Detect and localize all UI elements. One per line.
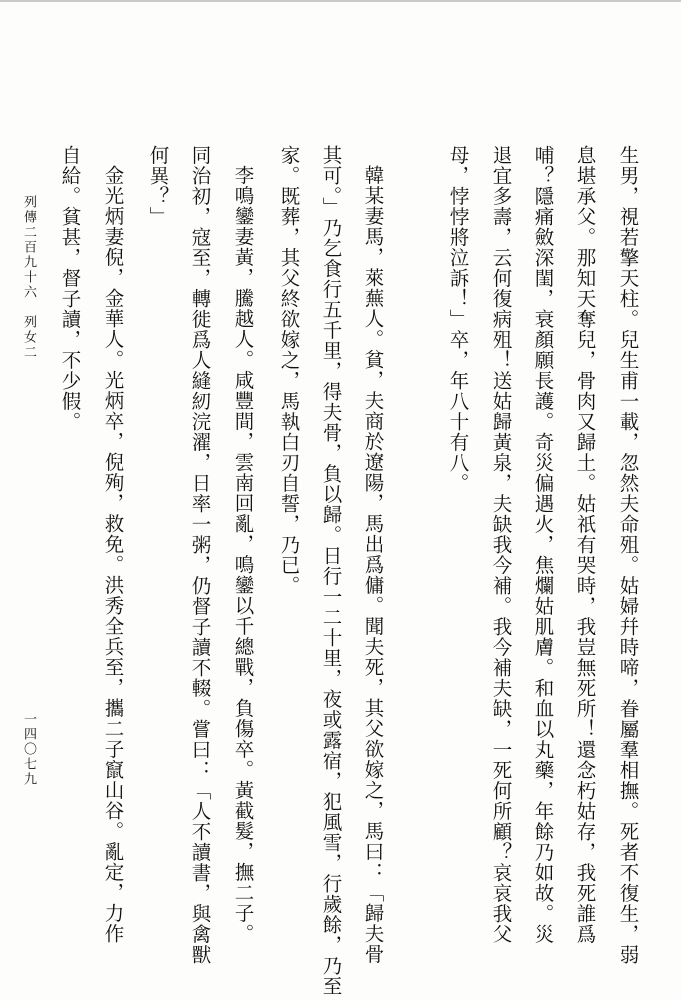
text-column-11: 何異？」 [146,145,170,227]
text-column-7: 其可。」乃乞食行五千里，得夫骨，負以歸。日行一二十里，夜或露宿，犯風雪，行歲餘，乃至 [319,145,343,997]
text-column-6: 韓某妻馬，萊蕪人。貧，夫商於遼陽，馬出爲傭。聞夫死，其父欲嫁之，馬曰：「歸夫骨 [361,165,385,965]
text-column-13: 自給。貧甚，督子讀，不少假。 [58,145,82,432]
text-column-12: 金光炳妻倪，金華人。光炳卒，倪殉，救免。洪秀全兵至，攜二子竄山谷。亂定，力作 [101,165,125,944]
text-column-5: 母，悖悖將泣訴！」卒，年八十有八。 [446,145,470,494]
text-column-9: 李鳴鑾妻黃，騰越人。咸豐間，雲南回亂，鳴鑾以千總戰，負傷卒。黃截髮，撫二子。 [231,165,255,944]
text-column-10: 同治初，寇至，轉徙爲人縫紉浣濯，日率一粥，仍督子讀不輟。嘗曰：「人不讀書，與禽獸 [188,145,212,965]
text-column-2: 息堪承父。那知天奪兒，骨肉又歸土。姑祇有哭時，我豈無死所！還念朽姑存，我死誰爲 [573,145,597,945]
top-edge [0,0,681,2]
text-column-4: 退宜多壽，云何復病殂！送姑歸黃泉，夫缺我今補。我今補夫缺，一死何所顧？哀哀我父 [489,145,513,945]
text-column-3: 哺？隱痛斂深閨，衰顏願長護。奇災偏遇火，焦爛姑肌膚。和血以丸藥，年餘乃如故。災 [531,145,555,945]
page-number: 一四〇七九 [21,712,36,787]
text-column-8: 家。既葬，其父終欲嫁之，馬執白刃自誓，乃已。 [277,145,301,596]
text-column-1: 生男，視若擎天柱。兒生甫一載，忽然夫命殂。姑婦幷時啼，眷屬羣相撫。死者不復生，弱 [616,145,640,965]
running-title: 列傳二百九十六 列女二 [21,195,36,360]
